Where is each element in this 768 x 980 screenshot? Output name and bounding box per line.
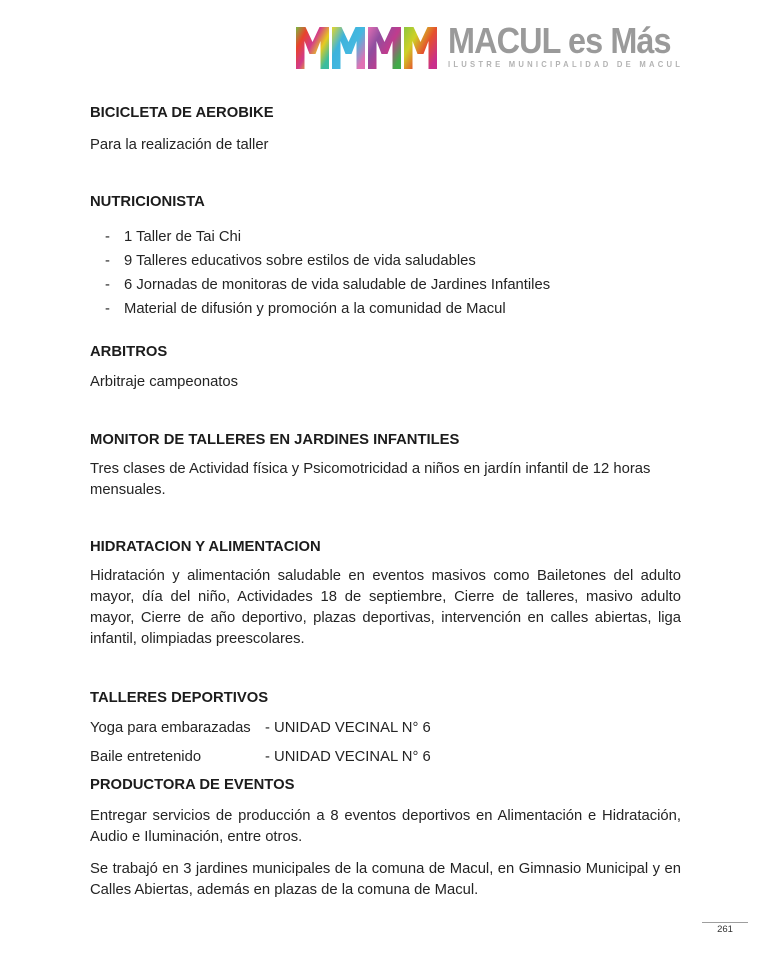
section-body-productora-2: Se trabajó en 3 jardines municipales de la comuna de Macul, en Gimnasio Municipal y en Calles Abiertas, además en plazas de la comuna de Macul. [90, 861, 681, 898]
taller-row [90, 747, 681, 768]
list-dash: - [105, 301, 110, 317]
list-item-text: 9 Talleres educativos sobre estilos de vida saludables [124, 253, 476, 269]
list-item-text: Material de difusión y promoción a la comunidad de Macul [124, 301, 506, 317]
list-item [90, 297, 681, 321]
section-heading-monitor: MONITOR DE TALLERES EN JARDINES INFANTILES [90, 432, 460, 448]
page-footer [702, 922, 748, 935]
section-body-hidratacion: Hidratación y alimentación saludable en eventos masivos como Bailetones del adulto mayor, día del niño, Actividades 18 de septiembre, Cierre de talleres, masivo adulto mayor, Cierre de año deportivo, plazas deportivas, intervención en calles abiertas, liga infantil, olimpiadas preescolares. [90, 568, 681, 647]
section-body-productora-1: Entregar servicios de producción a 8 eventos deportivos en Alimentación e Hidratación, Audio e Iluminación, entre otros. [90, 808, 681, 845]
page-number: 261 [717, 924, 733, 935]
list-dash: - [105, 277, 110, 293]
section-body-monitor: Tres clases de Actividad física y Psicomotricidad a niños en jardín infantil de 12 horas mensuales. [90, 461, 651, 498]
section-heading-productora: PRODUCTORA DE EVENTOS [90, 777, 295, 793]
section-heading-hidratacion: HIDRATACION Y ALIMENTACION [90, 539, 321, 555]
section-heading-bicicleta: BICICLETA DE AEROBIKE [90, 105, 274, 121]
list-item [90, 225, 681, 249]
list-item [90, 249, 681, 273]
list-item [90, 273, 681, 297]
list-item-text: 6 Jornadas de monitoras de vida saludable de Jardines Infantiles [124, 277, 551, 293]
taller-name: Yoga para embarazadas [90, 720, 251, 736]
section-heading-arbitros: ARBITROS [90, 344, 168, 360]
document-content [90, 0, 684, 901]
taller-name: Baile entretenido [90, 749, 202, 765]
taller-row [90, 718, 681, 739]
section-heading-talleres: TALLERES DEPORTIVOS [90, 690, 269, 706]
list-dash: - [105, 253, 110, 269]
section-body-arbitros: Arbitraje campeonatos [90, 374, 239, 390]
taller-location: - UNIDAD VECINAL N° 6 [265, 749, 431, 765]
logo-subtitle: ILUSTRE MUNICIPALIDAD DE MACUL [448, 59, 684, 69]
section-heading-nutricionista: NUTRICIONISTA [90, 194, 205, 210]
logo-title: MACUL es Más [448, 20, 671, 61]
list-dash: - [105, 229, 110, 245]
taller-location: - UNIDAD VECINAL N° 6 [265, 720, 431, 736]
section-body-bicicleta: Para la realización de taller [90, 137, 269, 153]
nutricionista-list [90, 225, 681, 321]
list-item-text: 1 Taller de Tai Chi [124, 229, 242, 245]
